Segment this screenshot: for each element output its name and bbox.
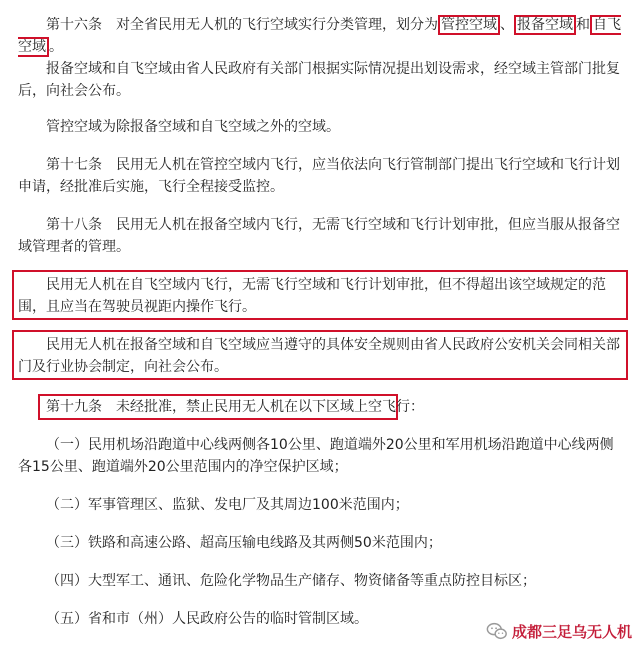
list-item-2: （二）军事管理区、监狱、发电厂及其周边100米范围内； xyxy=(46,497,409,513)
separator: 和 xyxy=(576,17,590,33)
highlight-free-airspace: 自飞空域 xyxy=(18,17,621,55)
article-17: 第十七条 民用无人机在管控空域内飞行，应当依法向飞行管制部门提出飞行空域和飞行计划申请，经批准后实施，飞行全程接受监控。 xyxy=(18,157,620,195)
article-16-text: 第十六条 对全省民用无人机的飞行空域实行分类管理，划分为 xyxy=(46,17,438,33)
article-19: 第十九条 未经批准，禁止民用无人机在以下区域上空飞行： xyxy=(46,399,424,415)
article-18: 第十八条 民用无人机在报备空域内飞行，无需飞行空域和飞行计划审批，但应当服从报备空域管理者的管理。 xyxy=(18,217,620,255)
highlight-controlled-airspace: 管控空域 xyxy=(438,15,500,35)
separator: 、 xyxy=(500,17,514,33)
highlight-reported-airspace: 报备空域 xyxy=(514,15,576,35)
watermark-text: 成都三足乌无人机 xyxy=(511,622,632,641)
article-16 xyxy=(18,14,624,58)
article-18-para-3: 民用无人机在报备空域和自飞空域应当遵守的具体安全规则由省人民政府公安机关会同相关部门及行业协会制定，向社会公布。 xyxy=(18,337,620,375)
article-16-para-2: 报备空域和自飞空域由省人民政府有关部门根据实际情况提出划设需求，经空域主管部门批复后，向社会公布。 xyxy=(18,61,620,99)
list-item-1: （一）民用机场沿跑道中心线两侧各10公里、跑道端外20公里和军用机场沿跑道中心线两侧各15公里、跑道端外20公里范围内的净空保护区域； xyxy=(18,437,614,475)
article-16-para-3: 管控空域为除报备空域和自飞空域之外的空域。 xyxy=(46,119,340,135)
list-item-3: （三）铁路和高速公路、超高压输电线路及其两侧50米范围内； xyxy=(46,535,442,551)
list-item-4: （四）大型军工、通讯、危险化学物品生产储存、物资储备等重点防控目标区； xyxy=(46,573,536,589)
wechat-icon xyxy=(486,620,508,642)
article-18-para-2: 民用无人机在自飞空域内飞行，无需飞行空域和飞行计划审批，但不得超出该空域规定的范围，且应当在驾驶员视距内操作飞行。 xyxy=(18,277,606,315)
separator: 。 xyxy=(49,39,63,55)
list-item-5: （五）省和市（州）人民政府公告的临时管制区域。 xyxy=(46,611,368,627)
watermark xyxy=(486,620,632,642)
